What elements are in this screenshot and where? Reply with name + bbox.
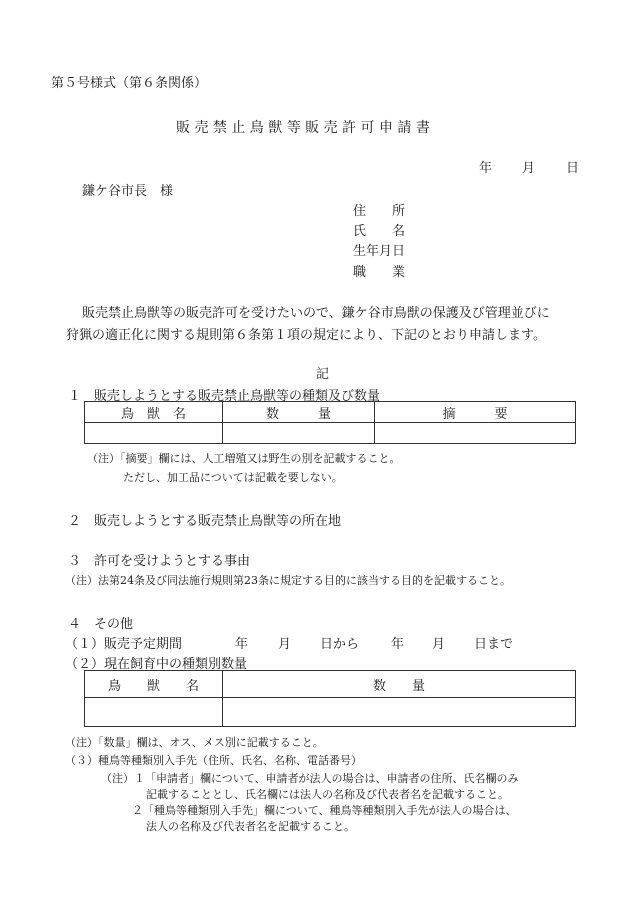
table-header-species: 鳥 獣 名 — [85, 402, 223, 423]
source-note2-line1: ２「種鳥等種類別入手先」欄について、種鳥等種類別入手先が法人の場合は、 — [132, 804, 517, 817]
date-day-label: 日 — [566, 161, 580, 176]
section2-heading: ２ 販売しようとする販売禁止鳥獣等の所在地 — [68, 514, 342, 529]
section1-note-line2: ただし、加工品については記載を要しない。 — [123, 471, 343, 484]
sale-period-day-from: 日から — [320, 637, 360, 652]
page-title: 販 売 禁 止 鳥 獣 等 販 売 許 可 申 請 書 — [176, 120, 430, 136]
sale-period-year-to: 年 — [391, 637, 405, 652]
source-note1-line1: （注）１「申請者」欄について、申請者が法人の場合は、申請者の住所、氏名欄のみ — [101, 772, 519, 785]
birthdate-label: 生年月日 — [353, 244, 406, 259]
sale-period-month-to: 月 — [432, 637, 446, 652]
stock-species-cell[interactable] — [85, 698, 223, 727]
address-label: 住 所 — [353, 204, 406, 219]
current-stock-table — [84, 670, 576, 727]
occupation-label: 職 業 — [353, 265, 406, 280]
table-header-remarks: 摘 要 — [375, 402, 576, 423]
source-note2-line2: 法人の名称及び代表者名を記載すること。 — [146, 820, 355, 833]
section1-note-line1: （注）「摘要」欄には、人工増殖又は野生の別を記載すること。 — [87, 452, 401, 465]
remarks-cell[interactable] — [375, 423, 576, 444]
quantity-cell[interactable] — [223, 423, 375, 444]
date-month-label: 月 — [522, 161, 536, 176]
table-header-quantity: 数 量 — [223, 402, 375, 423]
addressee: 鎌ケ谷市長 様 — [82, 184, 174, 199]
current-stock-note: （注）「数量」欄は、オス、メス別に記載すること。 — [65, 736, 324, 749]
form-number: 第５号様式（第６条関係） — [51, 76, 208, 91]
section3-heading: ３ 許可を受けようとする事由 — [68, 554, 251, 569]
section3-note: （注）法第24条及び同法施行規則第23条に規定する目的に該当する目的を記載すること。 — [65, 574, 511, 587]
stock-quantity-cell[interactable] — [223, 698, 576, 727]
section1-heading: １ 販売しようとする販売禁止鳥獣等の種類及び数量 — [68, 389, 381, 404]
stock-table-header-quantity: 数 量 — [223, 671, 576, 698]
ki-heading: 記 — [316, 367, 330, 382]
name-label: 氏 名 — [353, 224, 406, 239]
section4-heading: ４ その他 — [68, 617, 134, 632]
sale-period-year-from: 年 — [235, 637, 249, 652]
source-label: （３）種鳥等種類別入手先（住所、氏名、名称、電話番号） — [65, 754, 362, 767]
source-note1-line2: 記載することとし、氏名欄には法人の名称及び代表者名を記載すること。 — [146, 788, 509, 801]
sale-period-day-to: 日まで — [474, 637, 514, 652]
body-text-line2: 狩猟の適正化に関する規則第６条第１項の規定により、下記のとおり申請します。 — [66, 328, 546, 343]
sale-period-month-from: 月 — [278, 637, 292, 652]
species-quantity-table — [84, 401, 576, 444]
date-year-label: 年 — [479, 161, 493, 176]
stock-table-header-species: 鳥 獣 名 — [85, 671, 223, 698]
body-text-line1: 販売禁止鳥獣等の販売許可を受けたいので、鎌ケ谷市鳥獣の保護及び管理並びに — [82, 306, 550, 321]
sale-period-label: （１）販売予定期間 — [65, 637, 183, 652]
current-stock-label: （２）現在飼育中の種類別数量 — [65, 657, 248, 672]
species-cell[interactable] — [85, 423, 223, 444]
